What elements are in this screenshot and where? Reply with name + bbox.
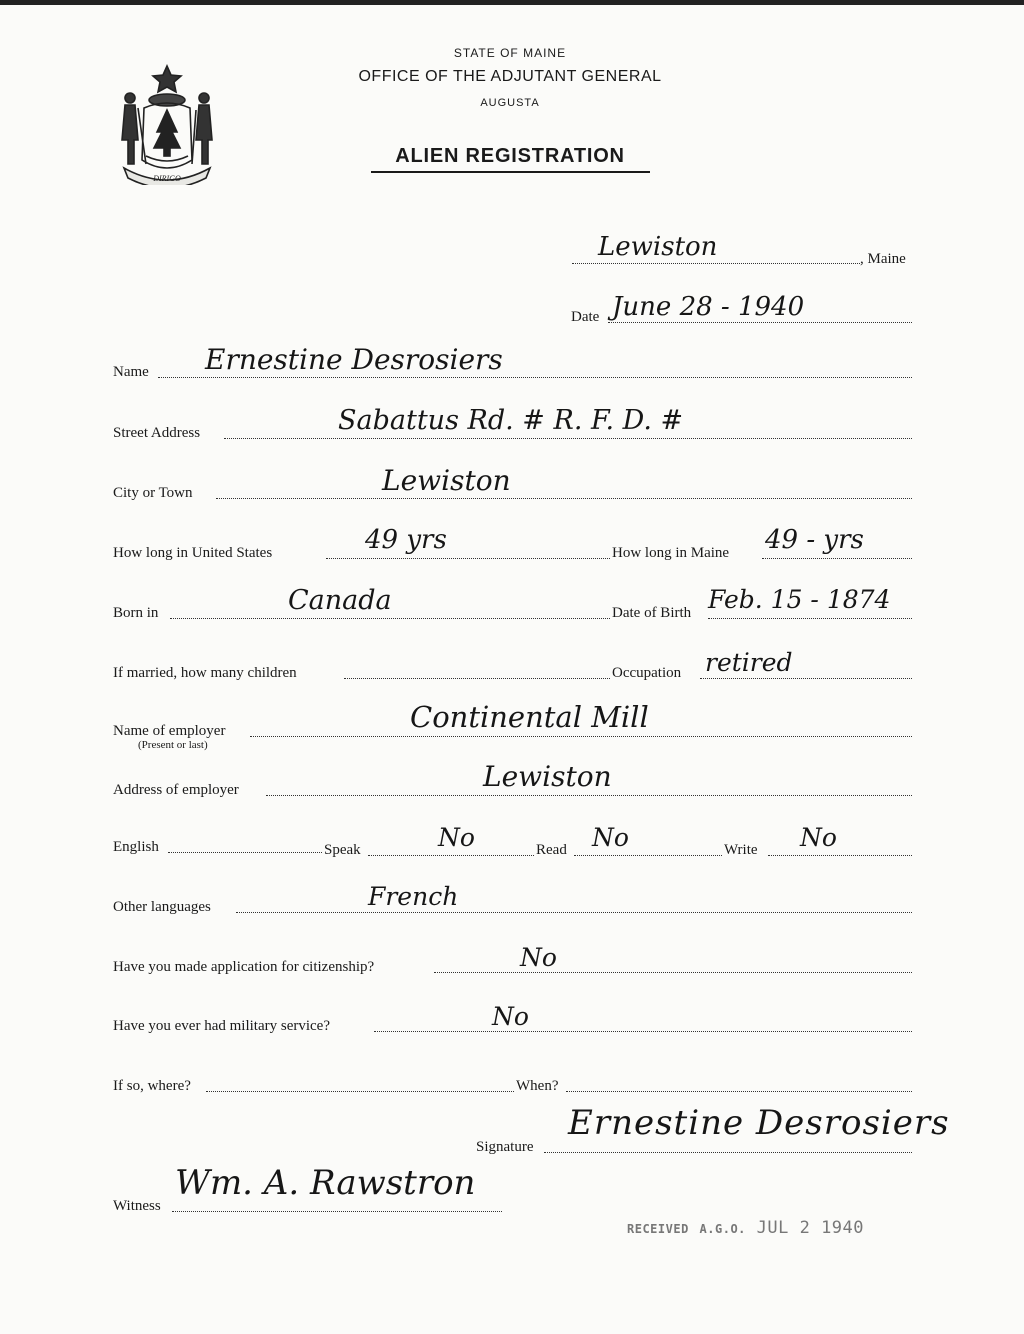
read-value: No	[592, 823, 629, 852]
write-label: Write	[724, 842, 758, 858]
name-label: Name	[113, 364, 149, 380]
stamp-prefix: RECEIVED	[627, 1222, 689, 1236]
military-value: No	[492, 1002, 529, 1031]
street-address-value: Sabattus Rd. # R. F. D. #	[338, 405, 684, 436]
english-line	[168, 852, 322, 853]
speak-value: No	[438, 823, 475, 852]
scan-top-border	[0, 0, 1024, 5]
born-in-label: Born in	[113, 605, 159, 621]
military-where-label: If so, where?	[113, 1078, 191, 1094]
read-label: Read	[536, 842, 567, 858]
signature-value: Ernestine Desrosiers	[568, 1103, 950, 1143]
witness-line	[172, 1211, 502, 1212]
title-underline	[371, 171, 650, 173]
city-label: City or Town	[113, 485, 193, 501]
maine-state-seal	[112, 60, 222, 185]
signature-line	[544, 1152, 912, 1153]
how-long-maine-value: 49 - yrs	[765, 525, 864, 555]
military-where-line	[206, 1091, 514, 1092]
street-address-line	[224, 438, 912, 439]
employer-sublabel: (Present or last)	[138, 739, 208, 751]
other-languages-value: French	[368, 882, 459, 911]
date-value: June 28 - 1940	[612, 292, 805, 322]
citizenship-label: Have you made application for citizenship?	[113, 959, 375, 975]
header-state: STATE OF MAINE	[453, 46, 567, 60]
how-long-us-value: 49 yrs	[365, 525, 447, 555]
received-stamp	[627, 1218, 864, 1238]
header-office: OFFICE OF THE ADJUTANT GENERAL	[358, 68, 662, 85]
military-line	[374, 1031, 912, 1032]
street-address-label: Street Address	[113, 425, 201, 441]
city-line	[216, 498, 912, 499]
other-languages-label: Other languages	[113, 899, 211, 915]
how-long-maine-line	[762, 558, 912, 559]
date-line	[608, 322, 912, 323]
town-line	[572, 263, 860, 264]
witness-value: Wm. A. Rawstron	[175, 1163, 476, 1203]
citizenship-value: No	[520, 943, 557, 972]
children-line	[344, 678, 610, 679]
read-line	[574, 855, 722, 856]
date-of-birth-line	[708, 618, 912, 619]
children-label: If married, how many children	[113, 665, 297, 681]
name-line	[158, 377, 912, 378]
military-label: Have you ever had military service?	[113, 1018, 330, 1034]
employer-line	[250, 736, 912, 737]
witness-label: Witness	[113, 1198, 161, 1214]
city-value: Lewiston	[382, 464, 511, 497]
military-when-label: When?	[516, 1078, 559, 1094]
how-long-us-line	[326, 558, 610, 559]
occupation-label: Occupation	[612, 665, 682, 681]
header-city: AUGUSTA	[480, 97, 540, 109]
born-in-value: Canada	[288, 585, 392, 616]
date-of-birth-label: Date of Birth	[612, 605, 692, 621]
date-of-birth-value: Feb. 15 - 1874	[708, 585, 891, 614]
occupation-value: retired	[705, 648, 793, 677]
born-in-line	[170, 618, 610, 619]
how-long-maine-label: How long in Maine	[612, 545, 730, 561]
speak-line	[368, 855, 534, 856]
write-value: No	[800, 823, 837, 852]
speak-label: Speak	[324, 842, 361, 858]
town-value: Lewiston	[598, 232, 718, 262]
employer-value: Continental Mill	[410, 700, 649, 734]
state-label: , Maine	[860, 251, 906, 267]
signature-label: Signature	[476, 1139, 534, 1155]
stamp-date: JUL 2 1940	[756, 1218, 865, 1238]
other-languages-line	[236, 912, 912, 913]
stamp-agency: A.G.O.	[699, 1222, 746, 1236]
occupation-line	[700, 678, 912, 679]
form-title: ALIEN REGISTRATION	[395, 145, 625, 167]
employer-address-line	[266, 795, 912, 796]
name-value: Ernestine Desrosiers	[205, 343, 503, 376]
seal-motto: DIRIGO	[153, 174, 181, 183]
write-line	[768, 855, 912, 856]
how-long-us-label: How long in United States	[113, 545, 273, 561]
english-label: English	[113, 839, 159, 855]
citizenship-line	[434, 972, 912, 973]
employer-address-value: Lewiston	[483, 760, 612, 793]
date-label: Date	[571, 309, 600, 325]
employer-address-label: Address of employer	[113, 782, 239, 798]
employer-label: Name of employer	[113, 723, 226, 739]
military-when-line	[566, 1091, 912, 1092]
